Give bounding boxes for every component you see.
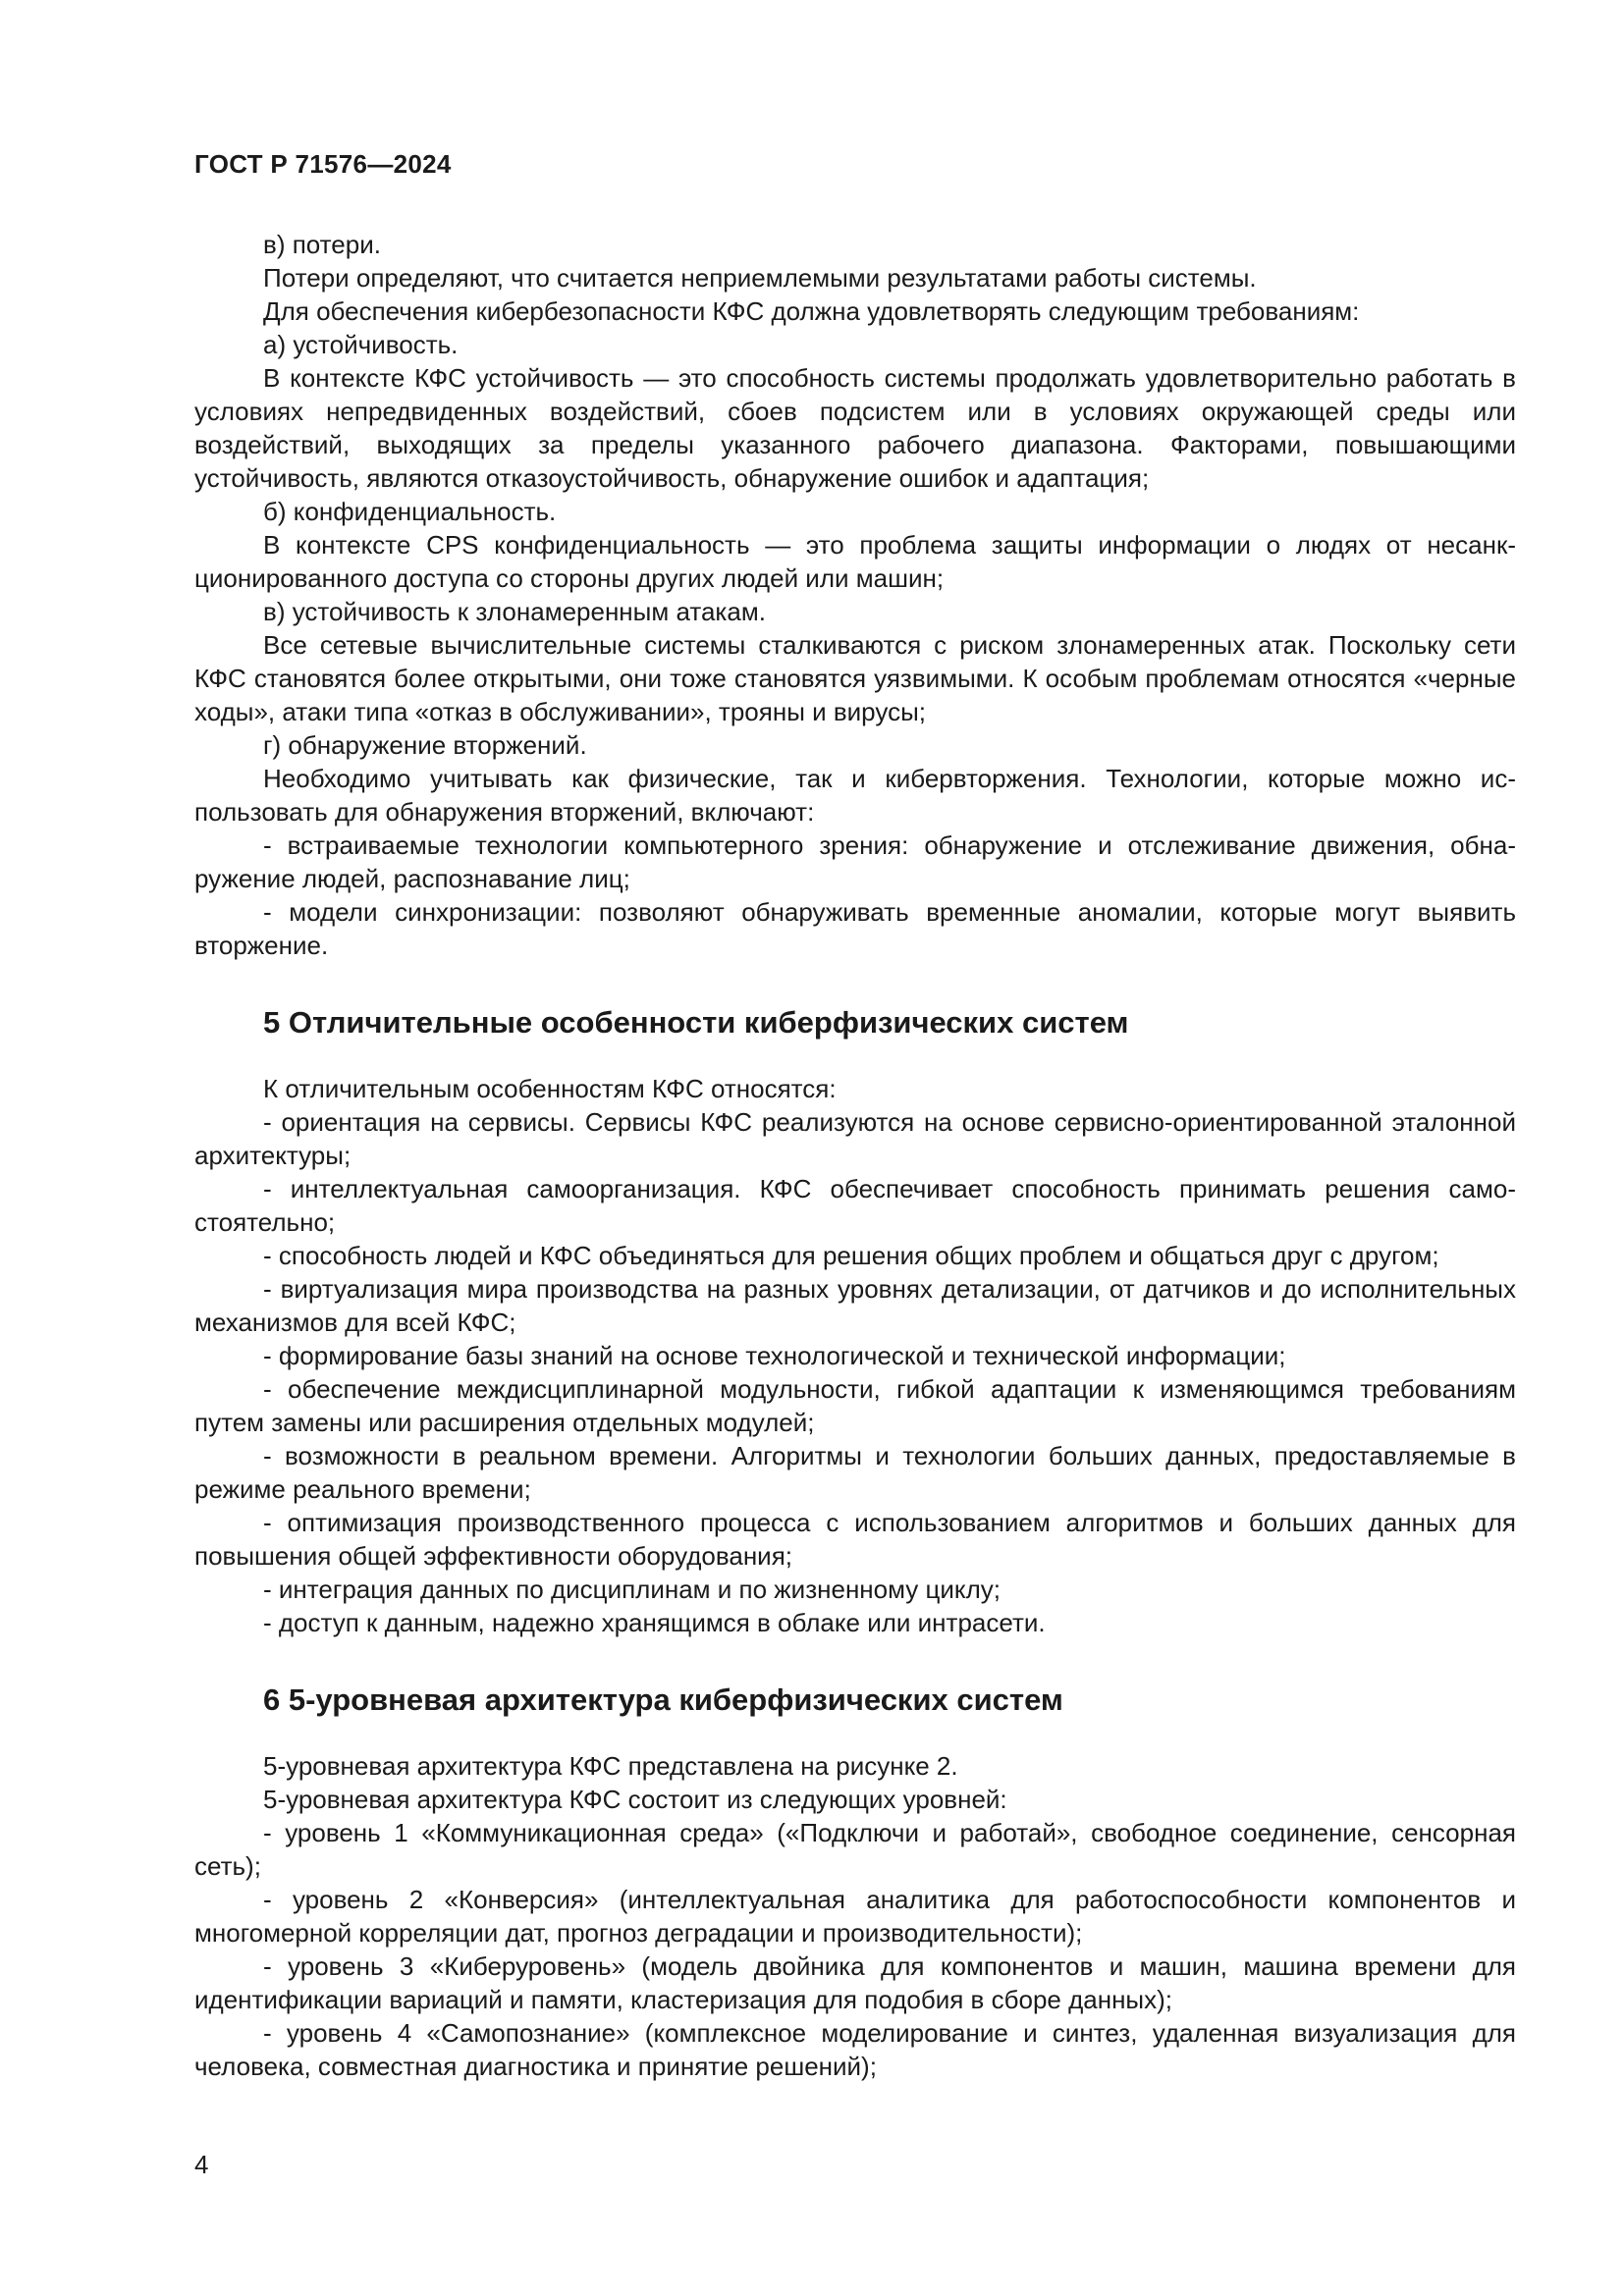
- list-item: - уровень 1 «Коммуникационная среда» («Подключи и работай», свободное соединение, сенсорная сеть);: [194, 1818, 1516, 1881]
- paragraph: Потери определяют, что считается неприемлемыми результатами работы системы.: [263, 263, 1257, 293]
- list-item: - уровень 3 «Киберуровень» (модель двойника для компонентов и машин, машина времени для идентификации вариаций и памяти, кластеризация для подобия в сборе данных);: [194, 1951, 1516, 2014]
- document-body: [194, 228, 1516, 2083]
- paragraph: а) устойчивость.: [263, 330, 459, 359]
- page-number: 4: [194, 2150, 209, 2179]
- list-item: - ориентация на сервисы. Сервисы КФС реализуются на основе сервисно-ориентированной эталонной архитектуры;: [194, 1107, 1516, 1170]
- paragraph: 5-уровневая архитектура КФС представлена на рисунке 2.: [263, 1751, 958, 1781]
- paragraph: в) устойчивость к злонамеренным атакам.: [263, 597, 766, 626]
- paragraph: В контексте CPS конфиденциальность — это проблема защиты информации о людях от несанкционированного доступа со стороны других людей или машин;: [194, 530, 1516, 593]
- list-item: - оптимизация производственного процесса с использованием алгоритмов и больших данных для повышения общей эффективности оборудования;: [194, 1508, 1516, 1571]
- paragraph: Для обеспечения кибербезопасности КФС должна удовлетворять следующим требованиям:: [263, 296, 1360, 326]
- paragraph: в) потери.: [263, 230, 381, 259]
- paragraph: В контексте КФС устойчивость — это способность системы продолжать удовлетворительно работать в условиях непредвиденных воздействий, сбоев подсистем или в условиях окружающей среды или воздействий, выходящих за пределы указанного рабочего диапазона. Факторами, повышающими устойчивость, являются отказоустойчивость, обнаружение ошибок и адаптация;: [194, 363, 1516, 493]
- section-6: [194, 1681, 1516, 2083]
- paragraph: Необходимо учитывать как физические, так и кибервторжения. Технологии, которые можно использовать для обнаружения вторжений, включают:: [194, 764, 1516, 827]
- list-item: - интеллектуальная самоорганизация. КФС обеспечивает способность принимать решения самостоятельно;: [194, 1174, 1516, 1237]
- paragraph: - модели синхронизации: позволяют обнаруживать временные аномалии, которые могут выявить вторжение.: [194, 897, 1516, 960]
- list-item: - формирование базы знаний на основе технологической и технической информации;: [263, 1341, 1286, 1370]
- paragraph: - встраиваемые технологии компьютерного зрения: обнаружение и отслеживание движения, обнаружение людей, распознавание лиц;: [194, 830, 1516, 893]
- list-item: - уровень 2 «Конверсия» (интеллектуальная аналитика для работоспособности компонентов и многомерной корреляции дат, прогноз деградации и производительности);: [194, 1885, 1516, 1948]
- list-item: - обеспечение междисциплинарной модульности, гибкой адаптации к изменяющимся требованиям путем замены или расширения отдельных модулей;: [194, 1374, 1516, 1437]
- section-heading: 6 5-уровневая архитектура киберфизических систем: [263, 1682, 1063, 1717]
- list-item: - способность людей и КФС объединяться для решения общих проблем и общаться друг с другом;: [263, 1241, 1439, 1270]
- section-intro: [194, 228, 1516, 962]
- list-item: - интеграция данных по дисциплинам и по жизненному циклу;: [263, 1575, 1001, 1604]
- document-header: ГОСТ Р 71576—2024: [194, 149, 452, 179]
- paragraph: К отличительным особенностям КФС относятся:: [263, 1074, 837, 1103]
- paragraph: б) конфиденциальность.: [263, 497, 557, 526]
- list-item: - виртуализация мира производства на разных уровнях детализации, от датчиков и до исполнительных механизмов для всей КФС;: [194, 1274, 1516, 1337]
- paragraph: Все сетевые вычислительные системы сталкиваются с риском злонамеренных атак. Поскольку сети КФС становятся более открытыми, они тоже становятся уязвимыми. К особым проблемам относятся «черные ходы», атаки типа «отказ в обслуживании», трояны и вирусы;: [194, 630, 1516, 726]
- list-item: - возможности в реальном времени. Алгоритмы и технологии больших данных, предоставляемые в режиме реального времени;: [194, 1441, 1516, 1504]
- paragraph: 5-уровневая архитектура КФС состоит из следующих уровней:: [263, 1785, 1007, 1814]
- section-heading: 5 Отличительные особенности киберфизических систем: [263, 1005, 1129, 1040]
- list-item: - уровень 4 «Самопознание» (комплексное моделирование и синтез, удаленная визуализация для человека, совместная диагностика и принятие решений);: [194, 2018, 1516, 2081]
- paragraph: г) обнаружение вторжений.: [263, 730, 587, 760]
- list-item: - доступ к данным, надежно хранящимся в облаке или интрасети.: [263, 1608, 1046, 1637]
- section-5: [194, 1003, 1516, 1639]
